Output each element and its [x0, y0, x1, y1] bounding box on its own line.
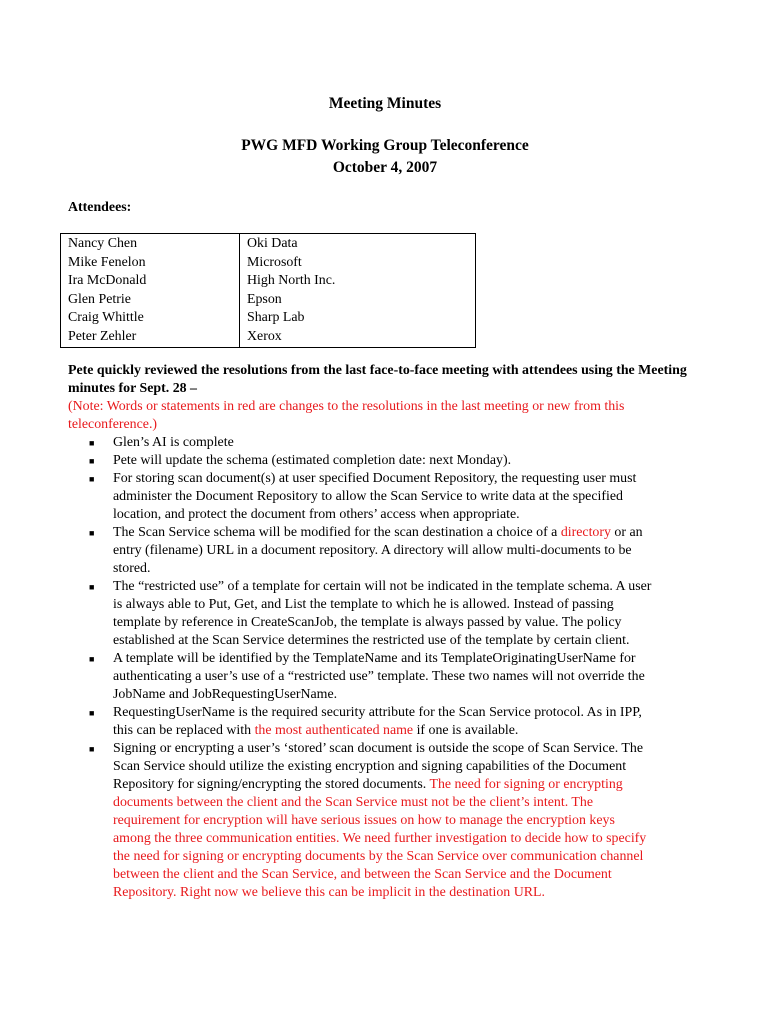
item-text: Pete will update the schema (estimated completion date: next Monday).: [113, 453, 512, 468]
item-text: if one is available.: [413, 723, 519, 738]
item-text: For storing scan document(s) at user specified Document Repository, the requesting user must administer the Document Repository to allow the Scan Service to write data at the specified location, and protect the document from others’ access when appropriate.: [113, 471, 637, 522]
change-note: (Note: Words or statements in red are changes to the resolutions in the last meeting or new from this teleconference.): [68, 399, 625, 432]
square-bullet-icon: ■: [89, 528, 95, 538]
square-bullet-icon: ■: [89, 474, 95, 484]
list-item: [68, 524, 656, 578]
square-bullet-icon: ■: [89, 708, 95, 718]
attendee-org: High North Inc.: [247, 273, 336, 288]
square-bullet-icon: ■: [89, 438, 95, 448]
square-bullet-icon: ■: [89, 582, 95, 592]
list-item: [68, 578, 656, 650]
changed-text: the most authenticated name: [254, 723, 414, 738]
attendees-heading: Attendees:: [68, 200, 132, 215]
list-item: [68, 434, 656, 452]
attendee-names-column: [61, 234, 240, 348]
attendee-org: Oki Data: [247, 236, 298, 251]
attendee-org: Microsoft: [247, 254, 302, 270]
changed-text: The need for signing or encrypting documents between the client and the Scan Service must not be the client’s intent. The requirement for encryption will have serious issues on how to manage the encryption keys among the three communication entities. We need further investigation to decide how to specify the need for signing or encrypting documents by the Scan Service over communication channel between the client and the Scan Service, and between the Scan Service and the Document Repository. Right now we believe this can be implicit in the destination URL.: [113, 777, 647, 900]
attendee-name: Peter Zehler: [68, 328, 137, 344]
list-item: [68, 650, 656, 704]
document-subtitle: PWG MFD Working Group Teleconference: [241, 137, 529, 154]
attendee-orgs-column: [240, 234, 476, 348]
list-item: [68, 740, 656, 902]
item-text: or an entry (filename) URL in a document repository. A directory will allow multi-documents to be stored.: [113, 525, 643, 576]
minutes-body: [68, 362, 708, 902]
list-item: [68, 470, 656, 524]
list-item: [68, 452, 656, 470]
meeting-date: October 4, 2007: [332, 159, 438, 176]
review-summary: Pete quickly reviewed the resolutions from the last face-to-face meeting with attendees using the Meeting minutes for Sept. 28 –: [68, 363, 687, 396]
attendee-name: Glen Petrie: [68, 291, 131, 307]
item-text: RequestingUserName is the required security attribute for the Scan Service protocol. As in IPP, this can be replaced with: [113, 705, 642, 738]
attendee-name: Mike Fenelon: [68, 254, 146, 270]
square-bullet-icon: ■: [89, 654, 95, 664]
resolutions-list: [68, 434, 656, 902]
attendee-org: Sharp Lab: [247, 310, 305, 325]
attendee-name: Nancy Chen: [68, 236, 138, 251]
changed-text: directory: [560, 525, 611, 540]
square-bullet-icon: ■: [89, 744, 95, 754]
item-text: The “restricted use” of a template for certain will not be indicated in the template schema. A user is always able to Put, Get, and List the template to which he is allowed. Instead of passing template by reference in CreateScanJob, the template is always passed by value. The policy established at the Scan Service determines the restricted use of the template by certain client.: [113, 579, 652, 648]
item-text: A template will be identified by the TemplateName and its TemplateOriginatingUserName for authenticating a user’s use of a “restricted use” template. These two names will not override the JobName and JobRequestingUserName.: [113, 651, 645, 702]
list-item: [68, 704, 656, 740]
square-bullet-icon: ■: [89, 456, 95, 466]
item-text: Signing or encrypting a user’s ‘stored’ scan document is outside the scope of Scan Service. The Scan Service should utilize the existing encryption and signing capabilities of the Document Repository for signing/encrypting the stored documents.: [113, 741, 644, 792]
attendees-table: [60, 233, 476, 348]
attendee-org: Epson: [247, 291, 282, 307]
attendee-name: Ira McDonald: [68, 273, 147, 288]
document-title: Meeting Minutes: [328, 95, 442, 112]
item-text: The Scan Service schema will be modified for the scan destination a choice of a: [113, 525, 561, 540]
attendee-org: Xerox: [247, 328, 282, 344]
attendee-name: Craig Whittle: [68, 310, 144, 325]
item-text: Glen’s AI is complete: [113, 435, 234, 450]
